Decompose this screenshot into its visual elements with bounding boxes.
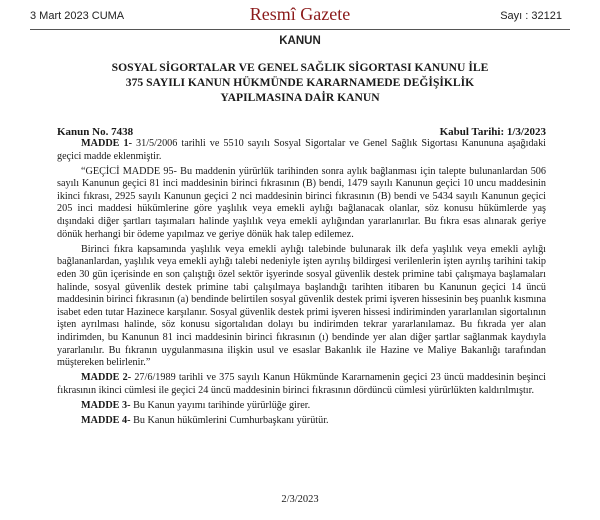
issue-number: Sayı : 32121 [500, 10, 562, 22]
gazette-header [0, 0, 600, 28]
gazette-title: Resmî Gazete [249, 4, 351, 24]
article-3 [57, 400, 546, 413]
article-text: 31/5/2006 tarihli ve 5510 sayılı Sosyal Sigortalar ve Genel Sağlık Sigortası Kanununa aşağıdaki geçici madde eklenmiştir. [57, 138, 546, 162]
article-label: MADDE 2- [81, 372, 132, 384]
article-label: MADDE 1- [81, 138, 132, 149]
article-text: 27/6/1989 tarihli ve 375 sayılı Kanun Hükmünde Kararnamenin geçici 23 üncü maddesinin beşinci fıkrasının ikinci cümlesi ile geçici 24 üncü maddesinin birinci fıkrasının dördüncü cümlesi yürürlükten kaldırılmıştır. [57, 372, 546, 396]
acceptance-date: Kabul Tarihi: 1/3/2023 [439, 126, 546, 138]
article-1 [57, 138, 546, 163]
article-2 [57, 372, 546, 397]
law-title [60, 60, 540, 105]
header-divider [30, 29, 570, 30]
article-text: Bu Kanun hükümlerini Cumhurbaşkanı yürütür. [130, 414, 329, 426]
law-number: Kanun No. 7438 [57, 126, 134, 138]
law-title-line: SOSYAL SİGORTALAR VE GENEL SAĞLIK SİGORTASI KANUNU İLE [111, 61, 489, 74]
temporary-article-paragraph: “GEÇİCİ MADDE 95- Bu maddenin yürürlük tarihinden sonra aylık bağlanması için talepte bulunanlardan 506 sayılı Kanunun geçici 81 inci maddesinin birinci fıkrasının (B) bendi, 1479 sayılı Kanunun geçici 10 uncu maddesinin ikinci fıkrası, 2925 sayılı Kanunun geçici 2 nci maddesinin birinci fıkrasının (B) bendi ve 5434 sayılı Kanunun geçici 205 inci maddesi hükümlerine göre yaşlılık veya emekli aylığı bağlanacak olanlar, söz konusu hükümlerde yaş dışındaki diğer şartları taşımaları halinde yaşlılık veya emekli aylığından yararlanırlar. Bu fıkra esas alınarak geriye dönük herhangi bir ödeme yapılmaz ve geriye dönük hak talep edilemez. [57, 165, 546, 240]
section-label: KANUN [279, 35, 321, 47]
header-date: 3 Mart 2023 CUMA [30, 10, 125, 22]
temporary-article-paragraph: Birinci fıkra kapsamında yaşlılık veya emekli aylığı talebinde bulunarak ilk defa yaşlılık veya emekli aylığı bağlananlardan, yaşlılık veya emekli aylığı talebi nedeniyle işten ayrılış bildirgesi verilenlerin işten ayrılış tarihini takip eden 30 gün içerisinde en son çalıştığı özel sektör işyerinde sosyal güvenlik destek primine tabi çalışmaya başlamaları halinde, sosyal güvenlik destek primine tabi çalışılmaya başlandığı tarihten itibaren bu Kanunun geçici 14 üncü maddesinin birinci fıkrasının (a) bendinde belirtilen sosyal güvenlik destek primi işveren hissesinin beş puanlık kısmına isabet eden tutar Hazinece karşılanır. Sosyal güvenlik destek primi işveren hissesi indiriminden yararlanılan sigortalının işten ayrılması halinde, söz konusu sigortalıdan dolayı bu indirimden tekrar yararlanılamaz. Bu fıkrada yer alan indirimden, bu Kanunun 81 inci maddesinin birinci fıkrasının (ı) bendinde yer alan diğer şartlar sağlanmak kaydıyla yararlanılır. Bu fıkranın uygulanmasına ilişkin usul ve esaslar Bakanlık ile Hazine ve Maliye Bakanlığı tarafından müştereken belirlenir.” [57, 243, 546, 369]
article-4 [57, 415, 546, 428]
signature-date: 2/3/2023 [281, 494, 319, 505]
law-body [57, 138, 546, 430]
article-label: MADDE 4- [81, 414, 131, 426]
law-title-line: YAPILMASINA DAİR KANUN [220, 91, 380, 104]
article-text: Bu Kanun yayımı tarihinde yürürlüğe girer. [130, 399, 311, 411]
article-label: MADDE 3- [81, 399, 131, 411]
law-title-line: 375 SAYILI KANUN HÜKMÜNDE KARARNAMEDE DEĞİŞİKLİK [125, 76, 475, 89]
